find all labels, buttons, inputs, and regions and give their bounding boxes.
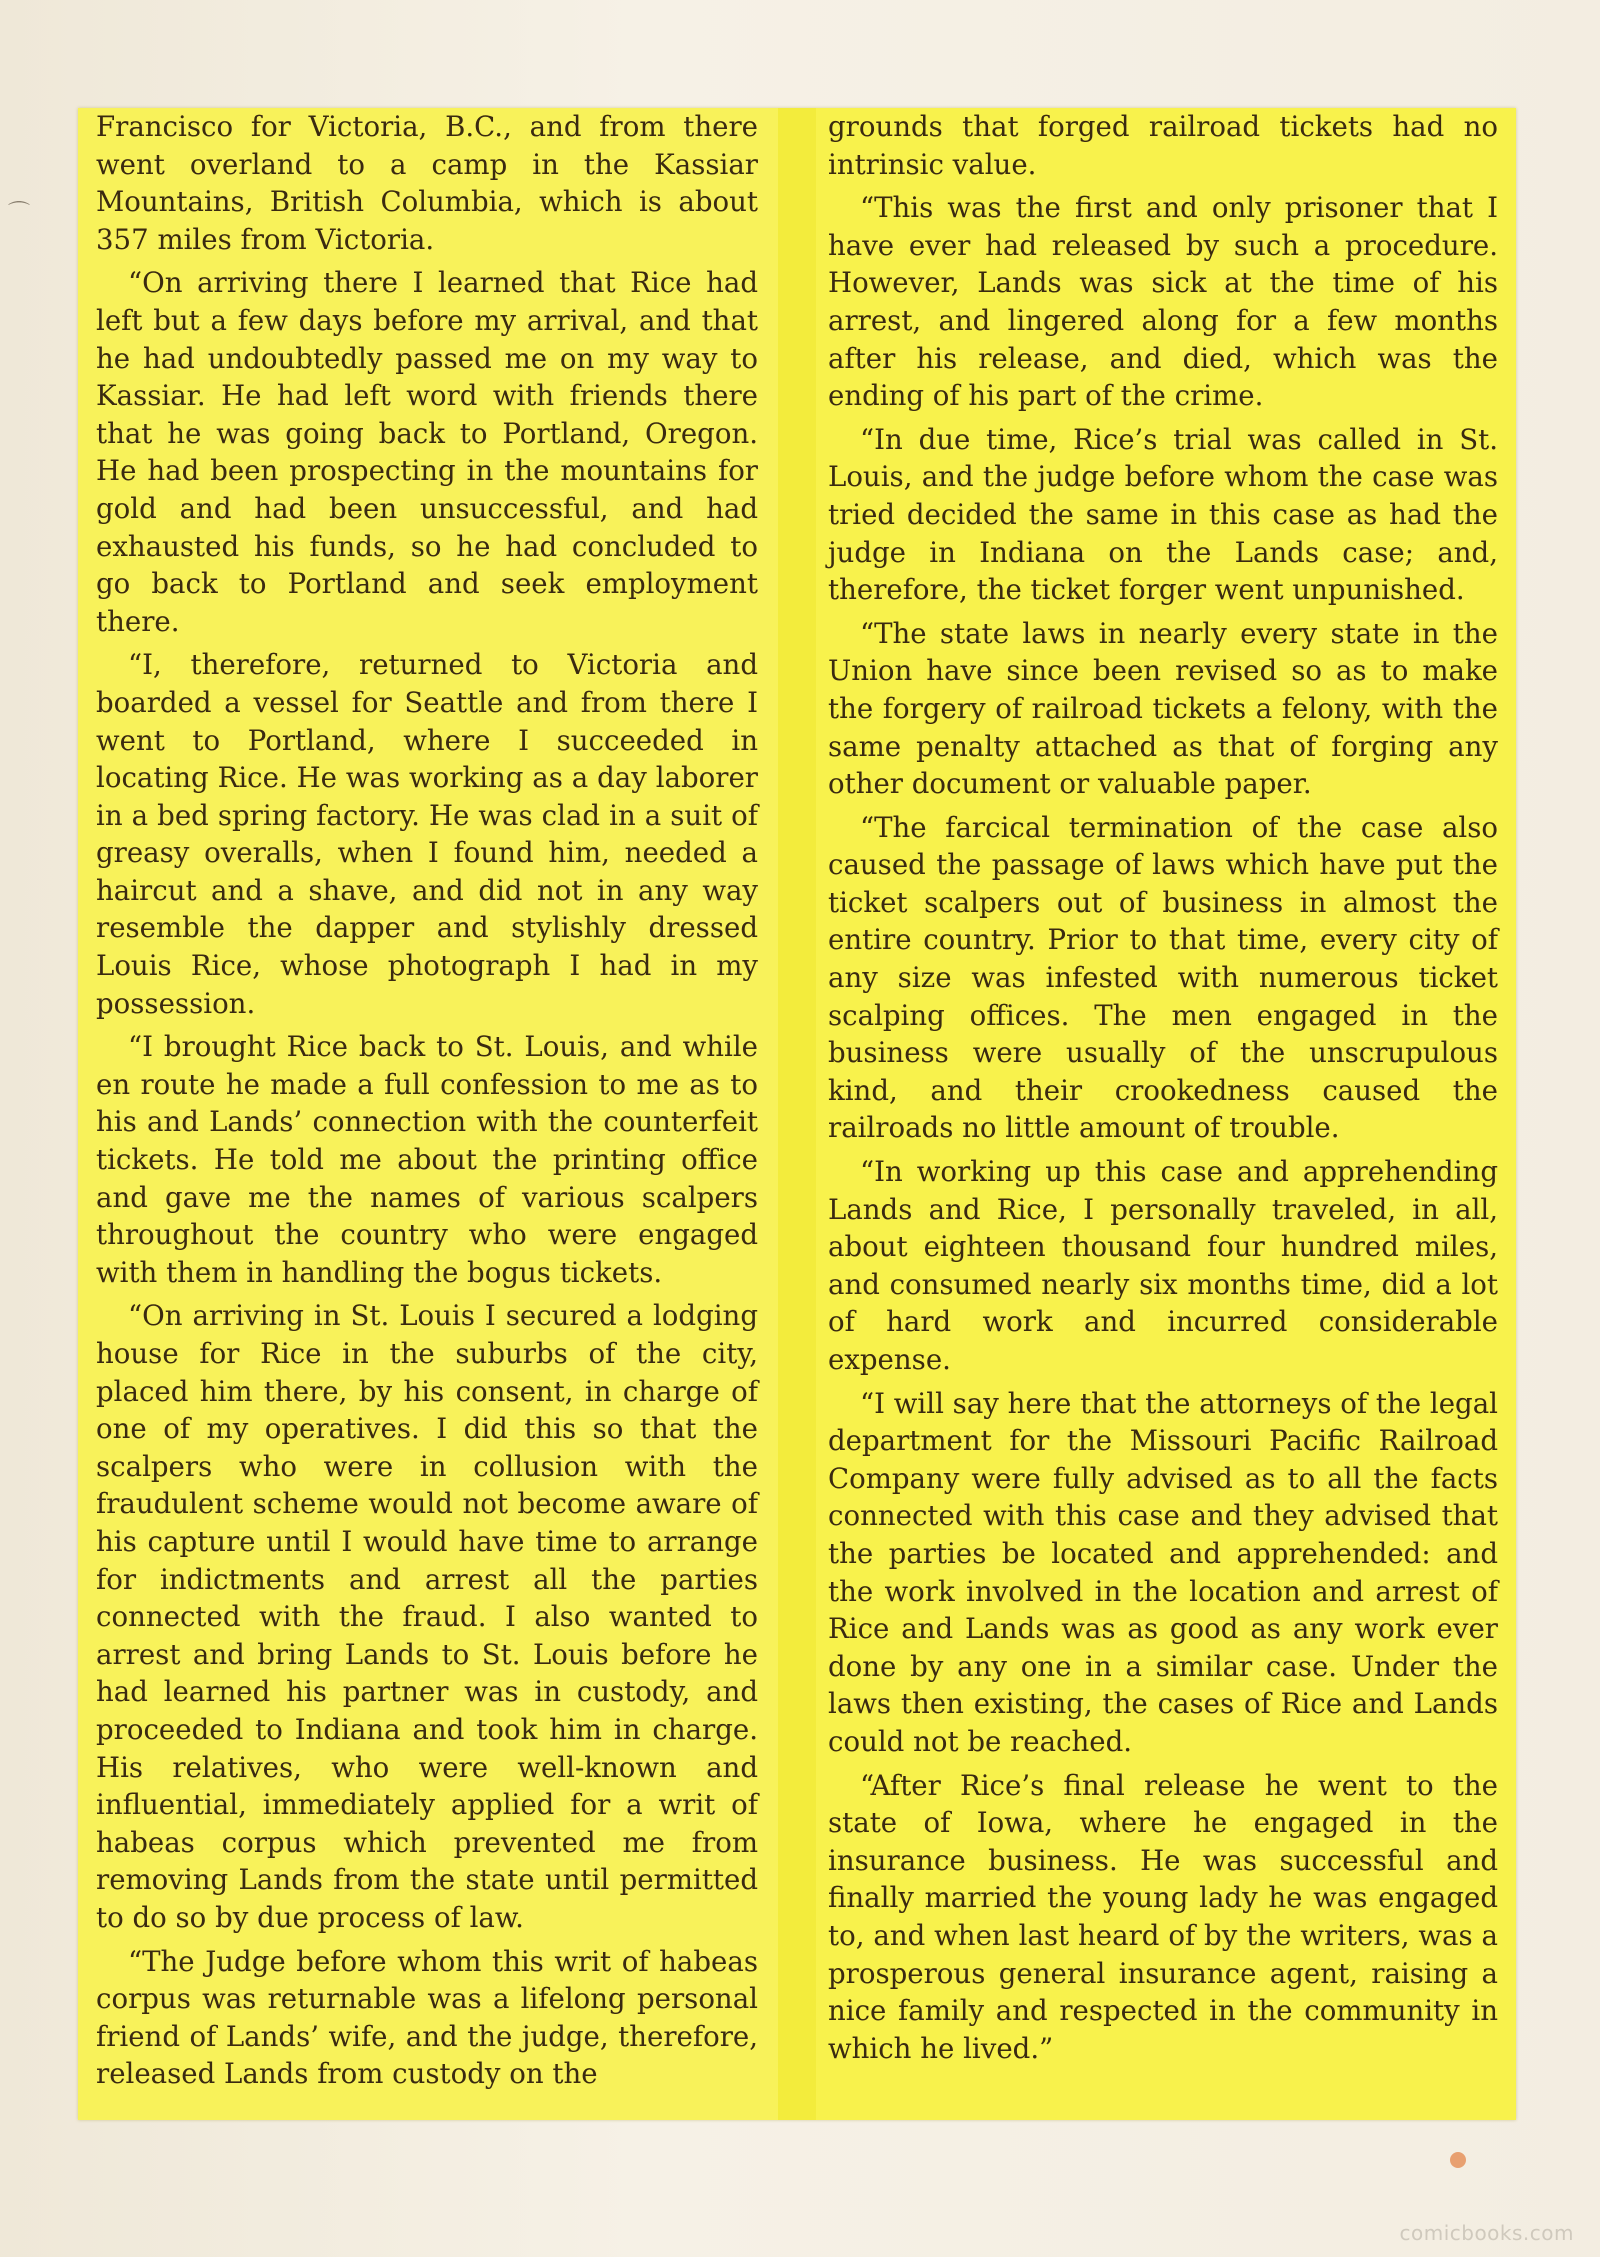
- right-paragraph-1: grounds that forged railroad tickets had no intrinsic value.: [828, 110, 1498, 181]
- highlighted-text-panel: [78, 108, 1516, 2120]
- left-paragraph-2: “On arriving there I learned that Rice had left but a few days before my arrival, and that he had undoubtedly passed me on my way to Kassiar. He had left word with friends there that he was going back to Portland, Oregon. He had been prospecting in the mountains for gold and had been unsuccessful, and had exhausted his funds, so he had concluded to go back to Portland and seek employment there.: [96, 266, 758, 638]
- left-paragraph-5: “On arriving in St. Louis I secured a lodging house for Rice in the suburbs of the city, placed him there, by his consent, in charge of one of my operatives. I did this so that the scalpers who were in collusion with the fraudulent scheme would not become aware of his capture until I would have time to arrange for indictments and arrest all the parties connected with the fraud. I also wanted to arrest and bring Lands to St. Louis before he had learned his partner was in custody, and proceeded to Indiana and took him in charge. His relatives, who were well-known and influential, immediately applied for a writ of habeas corpus which prevented me from removing Lands from the state until permitted to do so by due process of law.: [96, 1299, 758, 1934]
- right-paragraph-5: “The farcical termination of the case also caused the passage of laws which have put the ticket scalpers out of business in almost the entire country. Prior to that time, every city of any size was infested with numerous ticket scalping offices. The men engaged in the business were usually of the unscrupulous kind, and their crookedness caused the railroads no little amount of trouble.: [828, 810, 1498, 1145]
- watermark-text: comicbooks.com: [1399, 2221, 1574, 2245]
- right-paragraph-6: “In working up this case and apprehending Lands and Rice, I personally traveled, in all, about eighteen thousand four hundred miles, and consumed nearly six months time, did a lot of hard work and incurred considerable expense.: [828, 1155, 1498, 1376]
- left-text-column: [78, 108, 778, 2120]
- stain-dot: [1450, 2152, 1466, 2168]
- left-paragraph-3: “I, therefore, returned to Victoria and boarded a vessel for Seattle and from there I went to Portland, where I succeeded in locating Rice. He was working as a day laborer in a bed spring factory. He was clad in a suit of greasy overalls, when I found him, needed a haircut and a shave, and did not in any way resemble the dapper and stylishly dressed Louis Rice, whose photograph I had in my possession.: [96, 648, 758, 1020]
- left-paragraph-4: “I brought Rice back to St. Louis, and while en route he made a full confession to me as to his and Lands’ connection with the counterfeit tickets. He told me about the printing office and gave me the names of various scalpers throughout the country who were engaged with them in handling the bogus tickets.: [96, 1030, 758, 1289]
- right-paragraph-7: “I will say here that the attorneys of the legal department for the Missouri Pacific Railroad Company were fully advised as to all the facts connected with this case and they advised that the parties be located and apprehended: and the work involved in the location and arrest of Rice and Lands was as good as any work ever done by any one in a similar case. Under the laws then existing, the cases of Rice and Lands could not be reached.: [828, 1386, 1498, 1758]
- right-paragraph-4: “The state laws in nearly every state in the Union have since been revised so as to make the forgery of railroad tickets a felony, with the same penalty attached as that of forging any other document or valuable paper.: [828, 616, 1498, 801]
- right-text-column: [816, 108, 1516, 2120]
- left-paragraph-1: Francisco for Victoria, B.C., and from there went overland to a camp in the Kassiar Mountains, British Columbia, which is about 357 miles from Victoria.: [96, 110, 758, 256]
- margin-tick-mark: ⌒: [8, 201, 31, 226]
- right-paragraph-3: “In due time, Rice’s trial was called in St. Louis, and the judge before whom the case was tried decided the same in this case as had the judge in Indiana on the Lands case; and, therefore, the ticket forger went unpunished.: [828, 422, 1498, 607]
- left-paragraph-6: “The Judge before whom this writ of habeas corpus was returnable was a lifelong personal friend of Lands’ wife, and the judge, therefore, released Lands from custody on the: [96, 1944, 758, 2091]
- right-paragraph-8: “After Rice’s final release he went to the state of Iowa, where he engaged in the insurance business. He was successful and finally married the young lady he was engaged to, and when last heard of by the writers, was a prosperous general insurance agent, raising a nice family and respected in the community in which he lived.”: [828, 1768, 1498, 2065]
- column-gutter: [778, 108, 816, 2120]
- right-paragraph-2: “This was the first and only prisoner that I have ever had released by such a procedure. However, Lands was sick at the time of his arrest, and lingered along for a few months after his release, and died, which was the ending of his part of the crime.: [828, 191, 1498, 413]
